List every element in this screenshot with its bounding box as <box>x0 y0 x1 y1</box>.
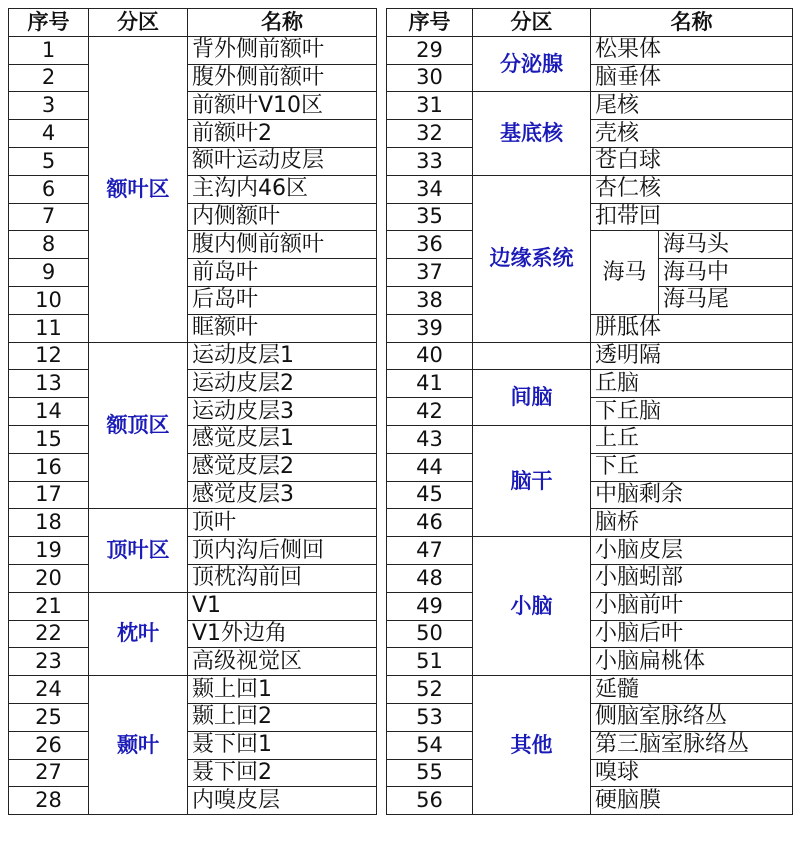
row-index: 54 <box>387 731 473 759</box>
table-row <box>387 425 793 453</box>
structure-name: 后岛叶 <box>188 286 377 314</box>
row-index: 46 <box>387 509 473 537</box>
region-cell: 额顶区 <box>89 342 188 509</box>
structure-name: 胼胝体 <box>591 314 793 342</box>
header-region: 分区 <box>473 9 591 37</box>
structure-name: 丘脑 <box>591 370 793 398</box>
table-row <box>9 398 377 426</box>
structure-name: 嗅球 <box>591 759 793 787</box>
structure-name: 腹内侧前额叶 <box>188 231 377 259</box>
structure-name: 海马头 <box>659 231 793 259</box>
region-cell: 间脑 <box>473 370 591 426</box>
structure-name: 下丘脑 <box>591 398 793 426</box>
region-cell: 脑干 <box>473 425 591 536</box>
table-body-left <box>9 36 377 814</box>
region-cell: 额叶区 <box>89 36 188 342</box>
structure-name: 苍白球 <box>591 147 793 175</box>
row-index: 52 <box>387 676 473 704</box>
row-index: 40 <box>387 342 473 370</box>
table-row <box>387 175 793 203</box>
structure-name: 小脑后叶 <box>591 620 793 648</box>
structure-name: 海马尾 <box>659 286 793 314</box>
structure-name: 延髓 <box>591 676 793 704</box>
structure-name: 第三脑室脉络丛 <box>591 731 793 759</box>
row-index: 41 <box>387 370 473 398</box>
structure-name: 高级视觉区 <box>188 648 377 676</box>
header-index: 序号 <box>9 9 89 37</box>
row-index: 53 <box>387 703 473 731</box>
table-body-right <box>387 36 793 814</box>
row-index: 19 <box>9 537 89 565</box>
structure-name: 内嗅皮层 <box>188 787 377 815</box>
row-index: 43 <box>387 425 473 453</box>
row-index: 56 <box>387 787 473 815</box>
table-row <box>9 425 377 453</box>
table-row <box>387 92 793 120</box>
structure-name: 顶叶 <box>188 509 377 537</box>
brain-region-table-left <box>8 8 377 815</box>
row-index: 11 <box>9 314 89 342</box>
row-index: 14 <box>9 398 89 426</box>
row-index: 17 <box>9 481 89 509</box>
row-index: 2 <box>9 64 89 92</box>
row-index: 26 <box>9 731 89 759</box>
table-row <box>9 286 377 314</box>
structure-name: 背外侧前额叶 <box>188 36 377 64</box>
structure-name: 尾核 <box>591 92 793 120</box>
row-index: 13 <box>9 370 89 398</box>
structure-name: 杏仁核 <box>591 175 793 203</box>
row-index: 12 <box>9 342 89 370</box>
region-cell: 分泌腺 <box>473 36 591 92</box>
region-cell: 顶叶区 <box>89 509 188 592</box>
row-index: 39 <box>387 314 473 342</box>
row-index: 6 <box>9 175 89 203</box>
table-row <box>9 203 377 231</box>
table-row <box>9 370 377 398</box>
structure-name: 壳核 <box>591 120 793 148</box>
row-index: 33 <box>387 147 473 175</box>
row-index: 21 <box>9 592 89 620</box>
structure-name: 运动皮层1 <box>188 342 377 370</box>
row-index: 34 <box>387 175 473 203</box>
row-index: 55 <box>387 759 473 787</box>
table-row <box>387 342 793 370</box>
row-index: 18 <box>9 509 89 537</box>
structure-name: 上丘 <box>591 425 793 453</box>
structure-name: 小脑扁桃体 <box>591 648 793 676</box>
structure-name: 小脑皮层 <box>591 537 793 565</box>
table-row <box>9 731 377 759</box>
structure-name: 扣带回 <box>591 203 793 231</box>
structure-name: 聂下回1 <box>188 731 377 759</box>
row-index: 15 <box>9 425 89 453</box>
row-index: 31 <box>387 92 473 120</box>
row-index: 24 <box>9 676 89 704</box>
structure-name: 前额叶V10区 <box>188 92 377 120</box>
structure-name: 顶枕沟前回 <box>188 564 377 592</box>
table-row <box>387 676 793 704</box>
structure-name: 松果体 <box>591 36 793 64</box>
structure-name: 顶内沟后侧回 <box>188 537 377 565</box>
row-index: 5 <box>9 147 89 175</box>
structure-name: 脑桥 <box>591 509 793 537</box>
row-index: 45 <box>387 481 473 509</box>
row-index: 36 <box>387 231 473 259</box>
row-index: 25 <box>9 703 89 731</box>
row-index: 3 <box>9 92 89 120</box>
row-index: 28 <box>9 787 89 815</box>
header-name: 名称 <box>188 9 377 37</box>
table-row <box>9 787 377 815</box>
row-index: 48 <box>387 564 473 592</box>
structure-name: 颞上回1 <box>188 676 377 704</box>
region-cell: 基底核 <box>473 92 591 175</box>
table-row <box>9 703 377 731</box>
region-cell: 其他 <box>473 676 591 815</box>
structure-name: 前岛叶 <box>188 259 377 287</box>
row-index: 47 <box>387 537 473 565</box>
header-name: 名称 <box>591 9 793 37</box>
table-row <box>9 314 377 342</box>
region-cell: 颞叶 <box>89 676 188 815</box>
brain-region-table-right <box>386 8 793 815</box>
row-index: 29 <box>387 36 473 64</box>
row-index: 32 <box>387 120 473 148</box>
table-row <box>9 537 377 565</box>
structure-name: 下丘 <box>591 453 793 481</box>
structure-name: 硬脑膜 <box>591 787 793 815</box>
structure-name: 小脑前叶 <box>591 592 793 620</box>
structure-name: V1外边角 <box>188 620 377 648</box>
table-row <box>9 509 377 537</box>
row-index: 42 <box>387 398 473 426</box>
row-index: 49 <box>387 592 473 620</box>
table-row <box>9 175 377 203</box>
table-row <box>387 370 793 398</box>
structure-name: 运动皮层3 <box>188 398 377 426</box>
region-cell: 枕叶 <box>89 592 188 675</box>
structure-name: 运动皮层2 <box>188 370 377 398</box>
structure-name: 脑垂体 <box>591 64 793 92</box>
table-row <box>9 620 377 648</box>
structure-name: 感觉皮层3 <box>188 481 377 509</box>
row-index: 16 <box>9 453 89 481</box>
header-region: 分区 <box>89 9 188 37</box>
region-cell: 边缘系统 <box>473 175 591 342</box>
region-cell <box>473 342 591 370</box>
structure-name: 海马中 <box>659 259 793 287</box>
table-row <box>9 453 377 481</box>
structure-name: 眶额叶 <box>188 314 377 342</box>
row-index: 38 <box>387 286 473 314</box>
table-row <box>9 231 377 259</box>
table-row <box>9 259 377 287</box>
table-row <box>9 342 377 370</box>
row-index: 23 <box>9 648 89 676</box>
table-row <box>9 147 377 175</box>
header-index: 序号 <box>387 9 473 37</box>
structure-name: 颞上回2 <box>188 703 377 731</box>
structure-name: 内侧额叶 <box>188 203 377 231</box>
table-row <box>9 759 377 787</box>
table-row <box>387 36 793 64</box>
structure-name: 透明隔 <box>591 342 793 370</box>
structure-name: 侧脑室脉络丛 <box>591 703 793 731</box>
row-index: 1 <box>9 36 89 64</box>
structure-name: 额叶运动皮层 <box>188 147 377 175</box>
row-index: 22 <box>9 620 89 648</box>
region-cell: 小脑 <box>473 537 591 676</box>
structure-name: V1 <box>188 592 377 620</box>
table-row <box>9 676 377 704</box>
row-index: 20 <box>9 564 89 592</box>
row-index: 44 <box>387 453 473 481</box>
table-row <box>9 564 377 592</box>
table-row <box>9 64 377 92</box>
table-row <box>9 648 377 676</box>
structure-name: 感觉皮层2 <box>188 453 377 481</box>
row-index: 35 <box>387 203 473 231</box>
table-row <box>387 537 793 565</box>
row-index: 37 <box>387 259 473 287</box>
table-row <box>9 120 377 148</box>
hippocampus-label: 海马 <box>591 231 659 314</box>
row-index: 10 <box>9 286 89 314</box>
structure-name: 腹外侧前额叶 <box>188 64 377 92</box>
table-row <box>9 592 377 620</box>
structure-name: 聂下回2 <box>188 759 377 787</box>
row-index: 27 <box>9 759 89 787</box>
structure-name: 前额叶2 <box>188 120 377 148</box>
structure-name: 主沟内46区 <box>188 175 377 203</box>
row-index: 50 <box>387 620 473 648</box>
row-index: 4 <box>9 120 89 148</box>
row-index: 30 <box>387 64 473 92</box>
row-index: 51 <box>387 648 473 676</box>
table-row <box>9 36 377 64</box>
structure-name: 中脑剩余 <box>591 481 793 509</box>
structure-name: 小脑蚓部 <box>591 564 793 592</box>
row-index: 8 <box>9 231 89 259</box>
row-index: 9 <box>9 259 89 287</box>
table-row <box>9 481 377 509</box>
structure-name: 感觉皮层1 <box>188 425 377 453</box>
table-row <box>9 92 377 120</box>
row-index: 7 <box>9 203 89 231</box>
